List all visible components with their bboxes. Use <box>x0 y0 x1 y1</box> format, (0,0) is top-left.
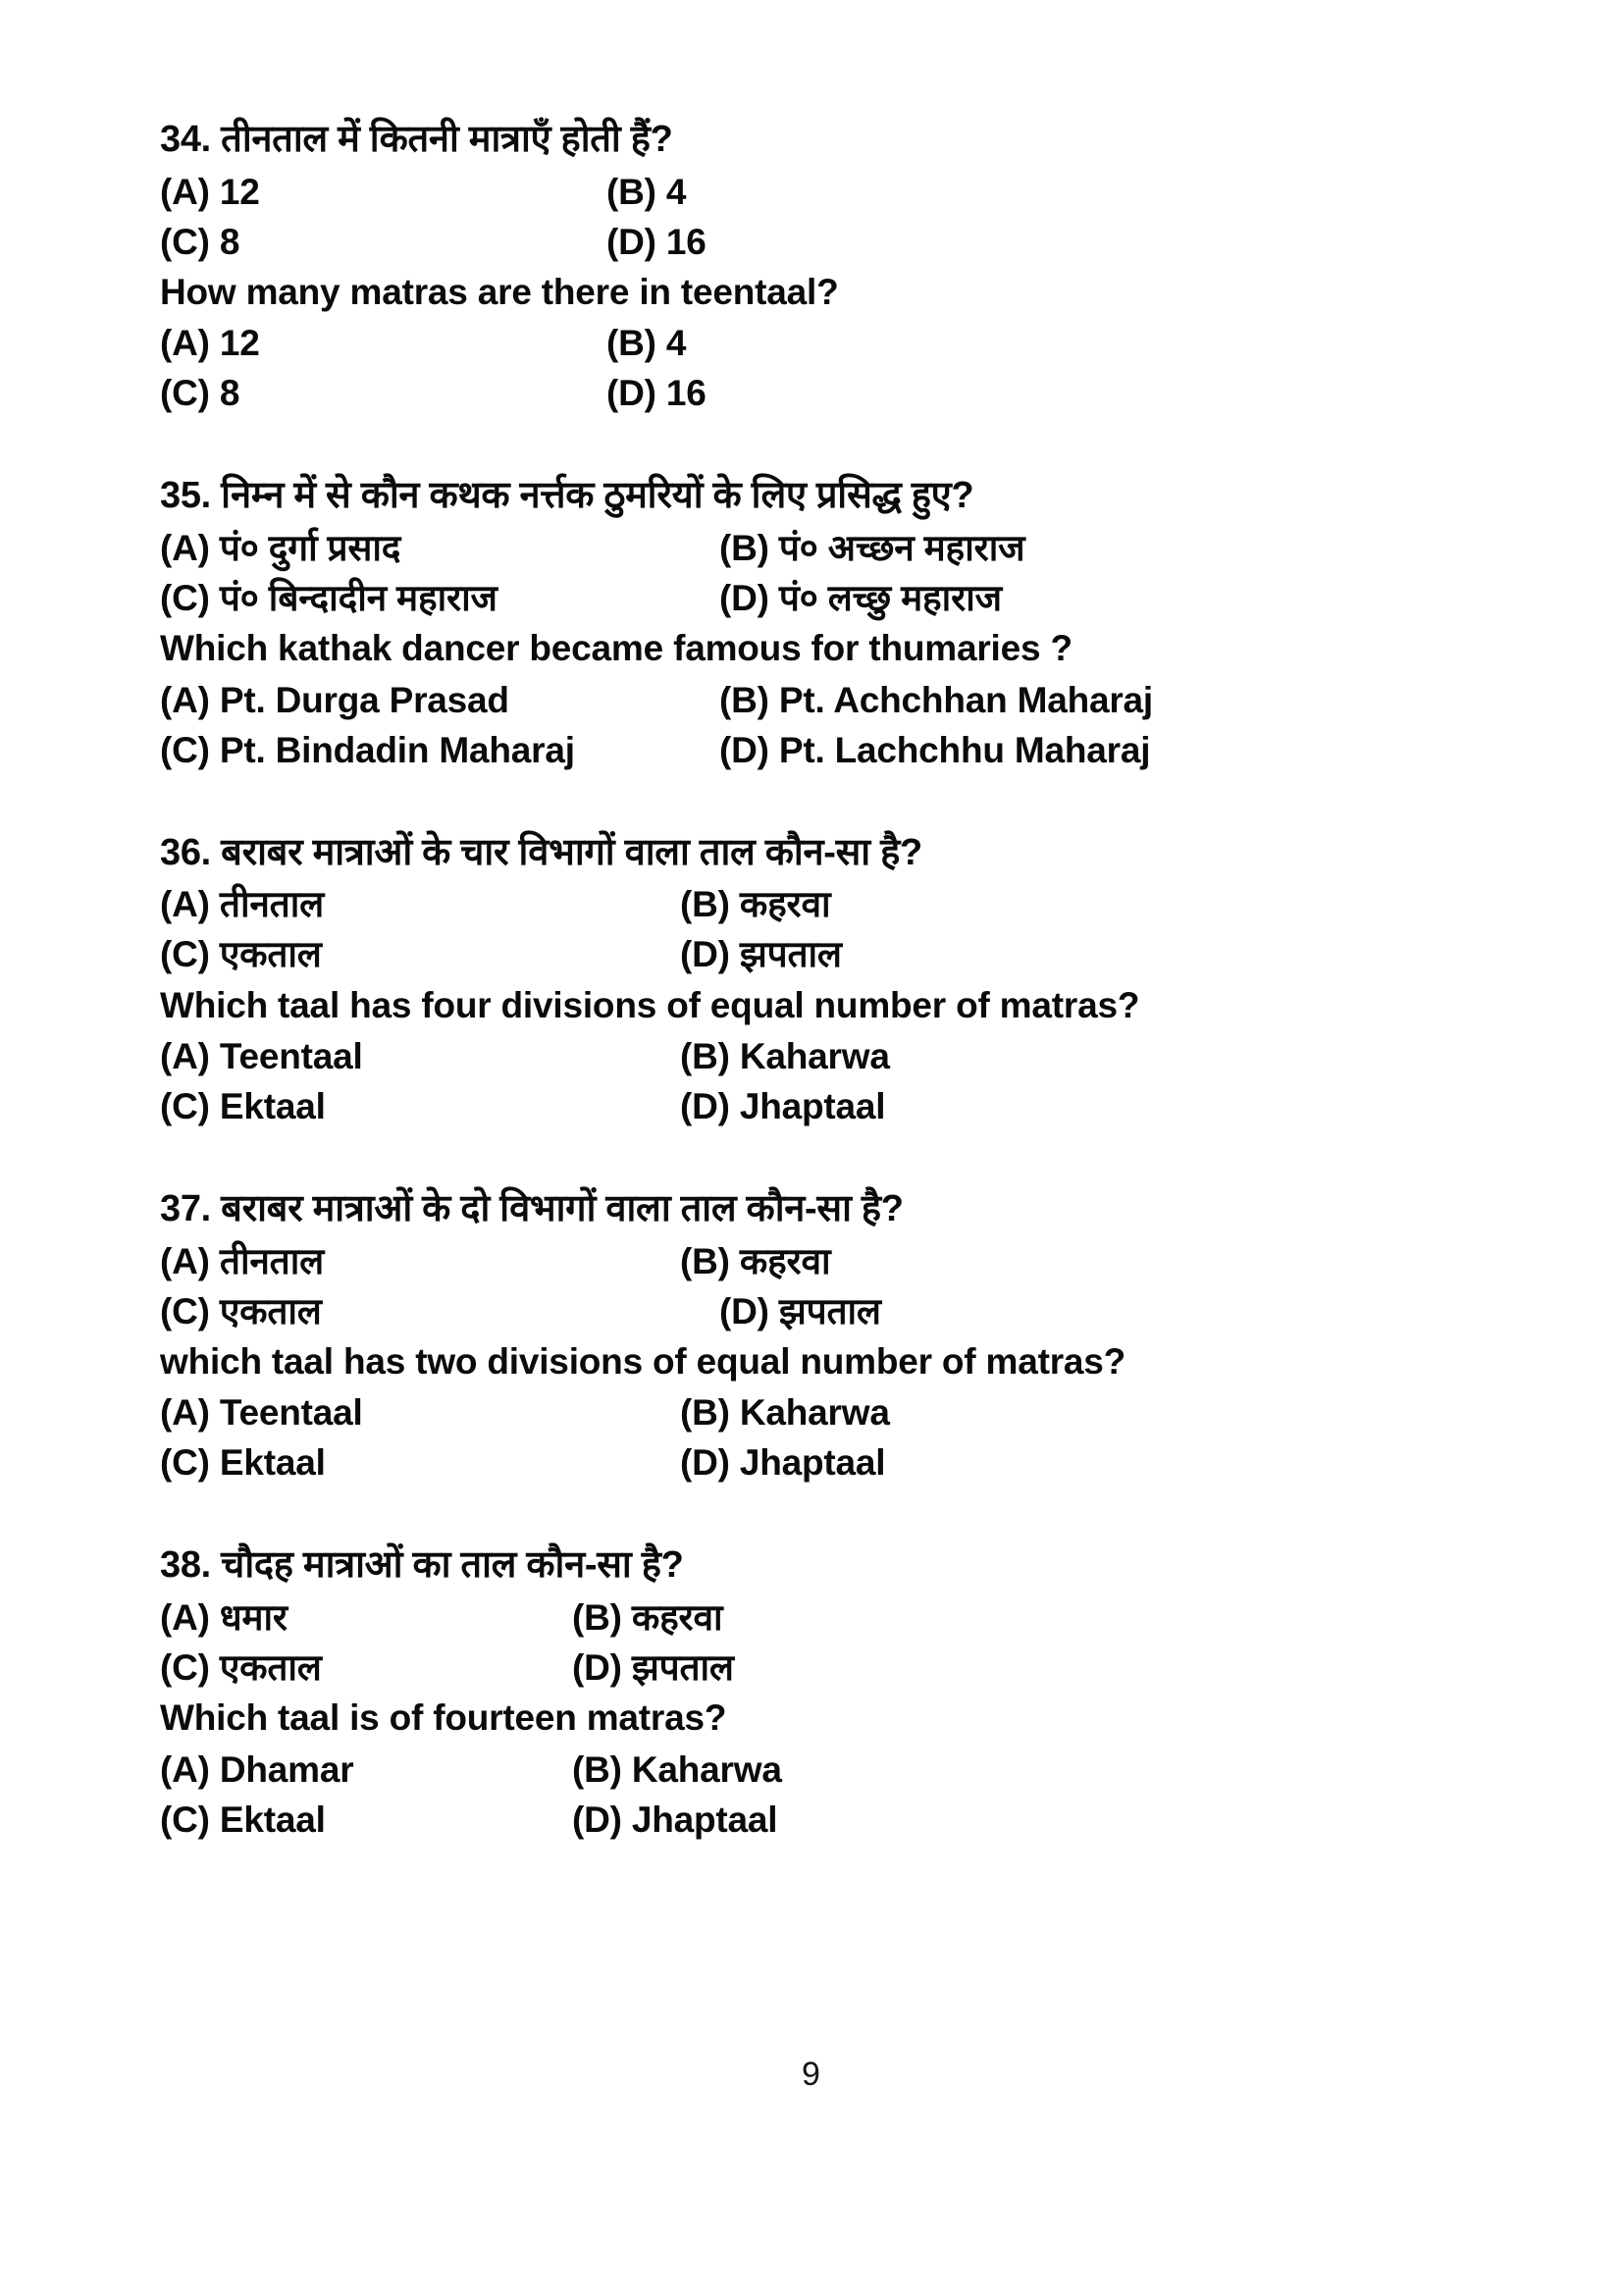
option-text: Kaharwa <box>739 1392 890 1434</box>
question-35-english-options-row-1 <box>160 677 1475 724</box>
question-34-hindi-option-b[interactable] <box>606 169 686 216</box>
option-text: एकताल <box>219 1647 322 1689</box>
option-label: (B) <box>680 1240 730 1281</box>
option-label: (D) <box>680 1085 730 1126</box>
option-text: झपताल <box>631 1647 734 1689</box>
question-35-hindi-options-row-1 <box>160 525 1475 572</box>
question-list <box>160 116 1475 1847</box>
question-34-english-option-a[interactable] <box>160 320 606 367</box>
option-label: (C) <box>160 1442 210 1484</box>
question-36-english-options-row-2 <box>160 1083 1475 1130</box>
option-label: (B) <box>572 1597 622 1639</box>
option-label: (D) <box>572 1647 622 1689</box>
option-label: (C) <box>160 373 210 414</box>
option-label: (C) <box>160 578 210 619</box>
question-38-english-option-a[interactable] <box>160 1747 572 1794</box>
option-label: (B) <box>680 1392 730 1434</box>
option-text: Kaharwa <box>631 1748 782 1790</box>
option-text: एकताल <box>219 1290 322 1331</box>
question-35-english-option-c[interactable] <box>160 727 719 774</box>
question-38-hindi-options-row-1 <box>160 1594 1475 1642</box>
option-text: तीनताल <box>219 884 325 925</box>
question-34-hindi-option-a[interactable] <box>160 169 606 216</box>
question-36-english-stem: Which taal has four divisions of equal number of matras? <box>160 984 1140 1025</box>
question-35-hindi-option-b[interactable] <box>719 525 1024 572</box>
question-35-hindi-stem: 35. निम्न में से कौन कथक नर्त्तक ठुमरियों के लिए प्रसिद्ध हुए? <box>160 475 974 517</box>
question-36-english-option-d[interactable] <box>680 1083 885 1130</box>
option-label: (A) <box>160 1597 210 1639</box>
option-label: (B) <box>606 171 656 212</box>
question-34-english-options-row-1 <box>160 320 1475 367</box>
option-label: (C) <box>160 934 210 975</box>
option-text: तीनताल <box>219 1240 325 1281</box>
question-34-hindi-options-row-2 <box>160 219 1475 266</box>
question-35-english-option-b[interactable] <box>719 677 1153 724</box>
option-text: पं० अच्छन महाराज <box>778 527 1025 568</box>
option-text: कहरवा <box>631 1597 723 1639</box>
question-37-hindi-options-row-2 <box>160 1288 1475 1335</box>
option-label: (C) <box>160 729 210 770</box>
option-label: (C) <box>160 1085 210 1126</box>
question-36-hindi-option-d[interactable] <box>680 931 842 978</box>
question-38-english-options-row-1 <box>160 1747 1475 1794</box>
question-34 <box>160 116 1475 417</box>
option-label: (A) <box>160 323 210 364</box>
question-37 <box>160 1185 1475 1487</box>
option-label: (D) <box>606 221 656 262</box>
option-text: पं० लच्छु महाराज <box>778 578 1002 619</box>
question-37-hindi-option-b[interactable] <box>680 1238 830 1285</box>
option-label: (B) <box>606 323 656 364</box>
question-34-hindi-option-c[interactable] <box>160 219 606 266</box>
question-36-hindi-option-c[interactable] <box>160 931 680 978</box>
question-38-hindi-option-d[interactable] <box>572 1644 734 1692</box>
option-text: Pt. Lachchhu Maharaj <box>778 729 1151 770</box>
question-38 <box>160 1541 1475 1843</box>
option-text: पं० बिन्दादीन महाराज <box>219 578 497 619</box>
question-34-english-option-d[interactable] <box>606 370 706 417</box>
option-text: Jhaptaal <box>739 1442 886 1484</box>
option-label: (B) <box>680 1035 730 1076</box>
question-36-english-option-b[interactable] <box>680 1033 890 1080</box>
question-35-hindi-options-row-2 <box>160 575 1475 622</box>
question-38-hindi-option-b[interactable] <box>572 1594 722 1642</box>
option-text: 4 <box>665 323 687 364</box>
question-36-hindi-option-b[interactable] <box>680 881 830 928</box>
question-36-hindi-options-row-1 <box>160 881 1475 928</box>
question-37-english-option-d[interactable] <box>680 1439 885 1487</box>
question-35-english-options-row-2 <box>160 727 1475 774</box>
option-text: धमार <box>219 1597 288 1639</box>
option-label: (D) <box>680 1442 730 1484</box>
option-label: (D) <box>719 1290 769 1331</box>
option-text: पं० दुर्गा प्रसाद <box>219 527 401 568</box>
question-38-english-option-d[interactable] <box>572 1797 777 1844</box>
question-36-english-options-row-1 <box>160 1033 1475 1080</box>
question-34-hindi-options-row-1 <box>160 169 1475 216</box>
question-34-english-option-c[interactable] <box>160 370 606 417</box>
question-34-english-options-row-2 <box>160 370 1475 417</box>
page-number: 9 <box>802 2056 820 2093</box>
question-37-english-options-row-2 <box>160 1439 1475 1487</box>
option-label: (A) <box>160 527 210 568</box>
question-38-english-options-row-2 <box>160 1797 1475 1844</box>
question-38-english-option-b[interactable] <box>572 1747 782 1794</box>
option-label: (A) <box>160 1392 210 1434</box>
question-36-hindi-options-row-2 <box>160 931 1475 978</box>
question-35-english-stem: Which kathak dancer became famous for thumaries ? <box>160 628 1073 669</box>
question-37-hindi-stem: 37. बराबर मात्राओं के दो विभागों वाला ताल कौन-सा है? <box>160 1188 904 1230</box>
question-37-hindi-option-a[interactable] <box>160 1238 680 1285</box>
option-text: Jhaptaal <box>739 1085 886 1126</box>
question-37-hindi-option-c[interactable] <box>160 1288 719 1335</box>
option-text: Teentaal <box>219 1392 363 1434</box>
question-35-english-option-d[interactable] <box>719 727 1150 774</box>
option-text: 16 <box>665 373 706 414</box>
question-34-english-option-b[interactable] <box>606 320 686 367</box>
question-38-hindi-option-a[interactable] <box>160 1594 572 1642</box>
option-text: एकताल <box>219 934 322 975</box>
option-text: 12 <box>219 323 260 364</box>
question-37-hindi-options-row-1 <box>160 1238 1475 1285</box>
option-label: (A) <box>160 1035 210 1076</box>
question-35-hindi-option-d[interactable] <box>719 575 1002 622</box>
option-text: 8 <box>219 221 240 262</box>
option-label: (D) <box>572 1799 622 1840</box>
option-text: 12 <box>219 171 260 212</box>
option-label: (A) <box>160 1240 210 1281</box>
option-text: झपताल <box>739 934 842 975</box>
option-label: (C) <box>160 1799 210 1840</box>
option-label: (D) <box>719 729 769 770</box>
option-label: (A) <box>160 884 210 925</box>
option-text: Dhamar <box>219 1748 354 1790</box>
option-text: Pt. Durga Prasad <box>219 679 509 720</box>
question-34-hindi-option-d[interactable] <box>606 219 706 266</box>
question-38-english-stem: Which taal is of fourteen matras? <box>160 1697 727 1739</box>
option-label: (B) <box>572 1748 622 1790</box>
option-label: (D) <box>719 578 769 619</box>
question-35 <box>160 472 1475 773</box>
option-text: कहरवा <box>739 1240 831 1281</box>
question-37-english-option-a[interactable] <box>160 1389 680 1436</box>
option-text: Ektaal <box>219 1442 326 1484</box>
option-text: कहरवा <box>739 884 831 925</box>
question-36-english-option-c[interactable] <box>160 1083 680 1130</box>
option-text: Pt. Achchhan Maharaj <box>778 679 1154 720</box>
option-label: (D) <box>680 934 730 975</box>
option-label: (D) <box>606 373 656 414</box>
option-text: 16 <box>665 221 706 262</box>
option-text: Teentaal <box>219 1035 363 1076</box>
option-text: झपताल <box>778 1290 881 1331</box>
option-text: 8 <box>219 373 240 414</box>
question-37-english-option-c[interactable] <box>160 1439 680 1487</box>
option-text: Jhaptaal <box>631 1799 778 1840</box>
option-label: (C) <box>160 221 210 262</box>
question-37-english-option-b[interactable] <box>680 1389 890 1436</box>
option-label: (A) <box>160 1748 210 1790</box>
option-text: Kaharwa <box>739 1035 890 1076</box>
question-38-hindi-stem: 38. चौदह मात्राओं का ताल कौन-सा है? <box>160 1544 684 1587</box>
option-label: (B) <box>719 527 769 568</box>
option-text: 4 <box>665 171 687 212</box>
question-34-english-stem: How many matras are there in teentaal? <box>160 271 839 312</box>
question-37-english-stem: which taal has two divisions of equal number of matras? <box>160 1340 1126 1382</box>
option-text: Ektaal <box>219 1085 326 1126</box>
option-text: Ektaal <box>219 1799 326 1840</box>
option-label: (A) <box>160 679 210 720</box>
option-label: (C) <box>160 1290 210 1331</box>
option-label: (A) <box>160 171 210 212</box>
question-36-hindi-option-a[interactable] <box>160 881 680 928</box>
question-36-english-option-a[interactable] <box>160 1033 680 1080</box>
option-label: (B) <box>719 679 769 720</box>
question-38-english-option-c[interactable] <box>160 1797 572 1844</box>
question-35-hindi-option-a[interactable] <box>160 525 719 572</box>
question-35-english-option-a[interactable] <box>160 677 719 724</box>
question-36-hindi-stem: 36. बराबर मात्राओं के चार विभागों वाला ताल कौन-सा है? <box>160 831 922 873</box>
question-35-hindi-option-c[interactable] <box>160 575 719 622</box>
question-38-hindi-options-row-2 <box>160 1644 1475 1692</box>
question-34-hindi-stem: 34. तीनताल में कितनी मात्राएँ होती हैं? <box>160 119 673 160</box>
option-text: Pt. Bindadin Maharaj <box>219 729 575 770</box>
question-37-english-options-row-1 <box>160 1389 1475 1436</box>
question-38-hindi-option-c[interactable] <box>160 1644 572 1692</box>
option-label: (B) <box>680 884 730 925</box>
option-label: (C) <box>160 1647 210 1689</box>
question-37-hindi-option-d[interactable] <box>719 1288 881 1335</box>
question-36 <box>160 829 1475 1130</box>
